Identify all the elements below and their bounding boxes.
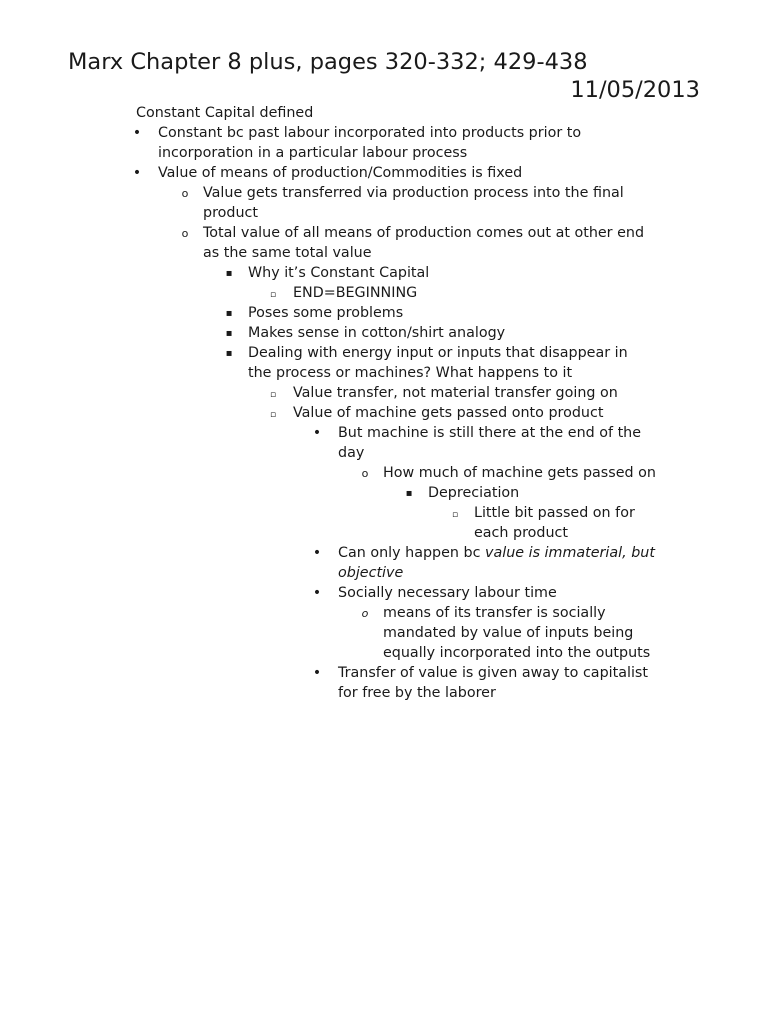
list-item xyxy=(0,223,768,243)
square-bullet-icon: ▪ xyxy=(225,328,233,339)
square-bullet-icon: ▪ xyxy=(225,348,233,359)
list-item xyxy=(0,263,768,283)
item-text: equally incorporated into the outputs xyxy=(383,645,651,661)
item-text: Value transfer, not material transfer going on xyxy=(293,385,618,401)
item-text: Constant bc past labour incorporated into products prior to xyxy=(158,125,582,141)
document-date: 11/05/2013 xyxy=(570,77,700,103)
list-item-continuation xyxy=(0,643,768,663)
list-item xyxy=(0,163,768,183)
list-item-continuation xyxy=(0,563,768,583)
list-item xyxy=(0,583,768,603)
circle-bullet-icon: o xyxy=(361,607,369,620)
list-item xyxy=(0,303,768,323)
square-bullet-icon: ▪ xyxy=(225,268,233,279)
square-bullet-icon: ▪ xyxy=(225,308,233,319)
square-bullet-icon: ▪ xyxy=(405,488,413,499)
item-text: Poses some problems xyxy=(248,305,404,321)
list-item xyxy=(0,423,768,443)
disc-bullet-icon: • xyxy=(132,165,142,181)
item-text-mixed xyxy=(338,543,655,563)
item-text: product xyxy=(203,205,258,221)
item-text: for free by the laborer xyxy=(338,685,496,701)
list-item-continuation xyxy=(0,523,768,543)
circle-bullet-icon: o xyxy=(181,227,189,240)
hollow-square-bullet-icon: ▫ xyxy=(269,390,277,400)
item-text: the process or machines? What happens to it xyxy=(248,365,573,381)
item-text-italic: value is immaterial, but xyxy=(485,545,655,561)
item-text: Why it’s Constant Capital xyxy=(248,265,430,281)
notes-line xyxy=(0,103,768,123)
item-text: incorporation in a particular labour process xyxy=(158,145,468,161)
item-text: END=BEGINNING xyxy=(293,285,418,301)
disc-bullet-icon: • xyxy=(312,545,322,561)
disc-bullet-icon: • xyxy=(312,665,322,681)
list-item-continuation xyxy=(0,443,768,463)
list-item xyxy=(0,603,768,623)
list-item xyxy=(0,463,768,483)
list-item xyxy=(0,123,768,143)
list-item xyxy=(0,503,768,523)
item-text: each product xyxy=(474,525,569,541)
item-text: Depreciation xyxy=(428,485,520,501)
hollow-square-bullet-icon: ▫ xyxy=(269,290,277,300)
document-title: Marx Chapter 8 plus, pages 320-332; 429-438 xyxy=(68,49,588,75)
item-text: Value of machine gets passed onto product xyxy=(293,405,604,421)
item-text: But machine is still there at the end of the xyxy=(338,425,642,441)
item-text: day xyxy=(338,445,365,461)
list-item xyxy=(0,183,768,203)
list-item xyxy=(0,403,768,423)
list-item xyxy=(0,483,768,503)
list-item-continuation xyxy=(0,203,768,223)
circle-bullet-icon: o xyxy=(181,187,189,200)
section-heading: Constant Capital defined xyxy=(136,105,314,121)
item-text: Dealing with energy input or inputs that disappear in xyxy=(248,345,628,361)
hollow-square-bullet-icon: ▫ xyxy=(451,510,459,520)
item-text-plain: Can only happen bc xyxy=(338,545,485,561)
list-item xyxy=(0,663,768,683)
list-item xyxy=(0,343,768,363)
list-item-continuation xyxy=(0,143,768,163)
item-text: Socially necessary labour time xyxy=(338,585,557,601)
list-item xyxy=(0,323,768,343)
list-item xyxy=(0,543,768,563)
item-text: Value of means of production/Commodities is fixed xyxy=(158,165,523,181)
item-text: as the same total value xyxy=(203,245,372,261)
item-text: Little bit passed on for xyxy=(474,505,635,521)
item-text-italic: objective xyxy=(338,565,404,581)
disc-bullet-icon: • xyxy=(132,125,142,141)
item-text: How much of machine gets passed on xyxy=(383,465,656,481)
list-item-continuation xyxy=(0,623,768,643)
notes-body xyxy=(0,103,768,703)
item-text: Value gets transferred via production process into the final xyxy=(203,185,624,201)
item-text: Transfer of value is given away to capitalist xyxy=(338,665,648,681)
list-item xyxy=(0,283,768,303)
disc-bullet-icon: • xyxy=(312,585,322,601)
item-text: means of its transfer is socially xyxy=(383,605,606,621)
hollow-square-bullet-icon: ▫ xyxy=(269,410,277,420)
list-item-continuation xyxy=(0,363,768,383)
item-text: mandated by value of inputs being xyxy=(383,625,634,641)
list-item xyxy=(0,383,768,403)
list-item-continuation xyxy=(0,243,768,263)
disc-bullet-icon: • xyxy=(312,425,322,441)
list-item-continuation xyxy=(0,683,768,703)
item-text: Total value of all means of production comes out at other end xyxy=(203,225,645,241)
circle-bullet-icon: o xyxy=(361,467,369,480)
item-text: Makes sense in cotton/shirt analogy xyxy=(248,325,506,341)
